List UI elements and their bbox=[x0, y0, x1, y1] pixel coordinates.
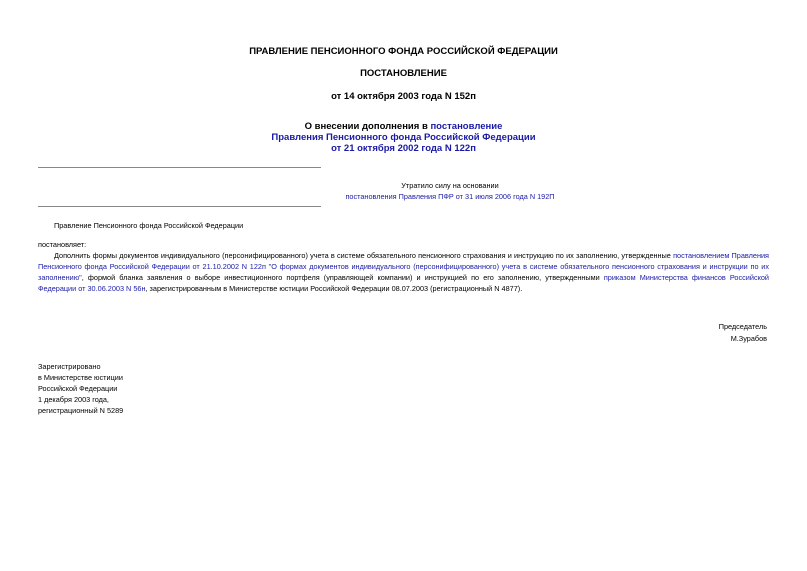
signature-name: М.Зурабов bbox=[730, 334, 767, 343]
issuer-line: Правление Пенсионного фонда Российской Федерации bbox=[54, 221, 244, 230]
repeal-link[interactable]: постановления Правления ПФР от 31 июля 2006 года N 192П bbox=[345, 192, 555, 201]
subject-line-3[interactable]: от 21 октября 2002 года N 122п bbox=[331, 143, 476, 154]
repeal-note: Утратило силу на основании bbox=[401, 181, 499, 190]
paragraph-link-order-56n[interactable]: приказом Министерства финансов Российской Федерации от 30.06.2003 N 56н bbox=[38, 273, 770, 293]
divider-top bbox=[38, 167, 321, 168]
signature-title: Председатель bbox=[718, 322, 767, 331]
organization-heading: ПРАВЛЕНИЕ ПЕНСИОННОГО ФОНДА РОССИЙСКОЙ ФЕДЕРАЦИИ bbox=[249, 46, 558, 57]
document-type: ПОСТАНОВЛЕНИЕ bbox=[360, 68, 447, 79]
registration-line-1: Зарегистрировано bbox=[38, 362, 101, 371]
registration-line-5: регистрационный N 5289 bbox=[38, 406, 124, 415]
registration-line-3: Российской Федерации bbox=[38, 384, 118, 393]
paragraph-link-resolution-122p[interactable]: постановлением Правления Пенсионного фонда Российской Федерации от 21.10.2002 N 122п "О формах документов индивидуального (персонифицированного) учета в системе обязательного пенсионного страхования и инструкции по их заполнению" bbox=[38, 251, 769, 282]
registration-line-2: в Министерстве юстиции bbox=[38, 373, 123, 382]
subject-line-2[interactable]: Правления Пенсионного фонда Российской Федерации bbox=[271, 132, 536, 143]
paragraph-text-b: , формой бланка заявления о выборе инвестиционного портфеля (управляющей компании) и инструкцией по его заполнению, утвержденными bbox=[81, 273, 604, 282]
decrees-line: постановляет: bbox=[38, 240, 87, 249]
divider-bottom bbox=[38, 206, 321, 207]
document-date: от 14 октября 2003 года N 152п bbox=[331, 91, 476, 102]
paragraph-text-c: , зарегистрированным в Министерстве юстиции Российской Федерации 08.07.2003 (регистрационный N 4877). bbox=[145, 284, 523, 293]
subject-link-resolution[interactable]: постановление bbox=[430, 121, 503, 132]
main-paragraph bbox=[38, 250, 769, 294]
registration-line-4: 1 декабря 2003 года, bbox=[38, 395, 109, 404]
paragraph-text-a: Дополнить формы документов индивидуального (персонифицированного) учета в системе обязательного пенсионного страхования и инструкцию по их заполнению, утвержденные bbox=[54, 251, 674, 260]
subject-lead: О внесении дополнения в bbox=[304, 121, 431, 132]
